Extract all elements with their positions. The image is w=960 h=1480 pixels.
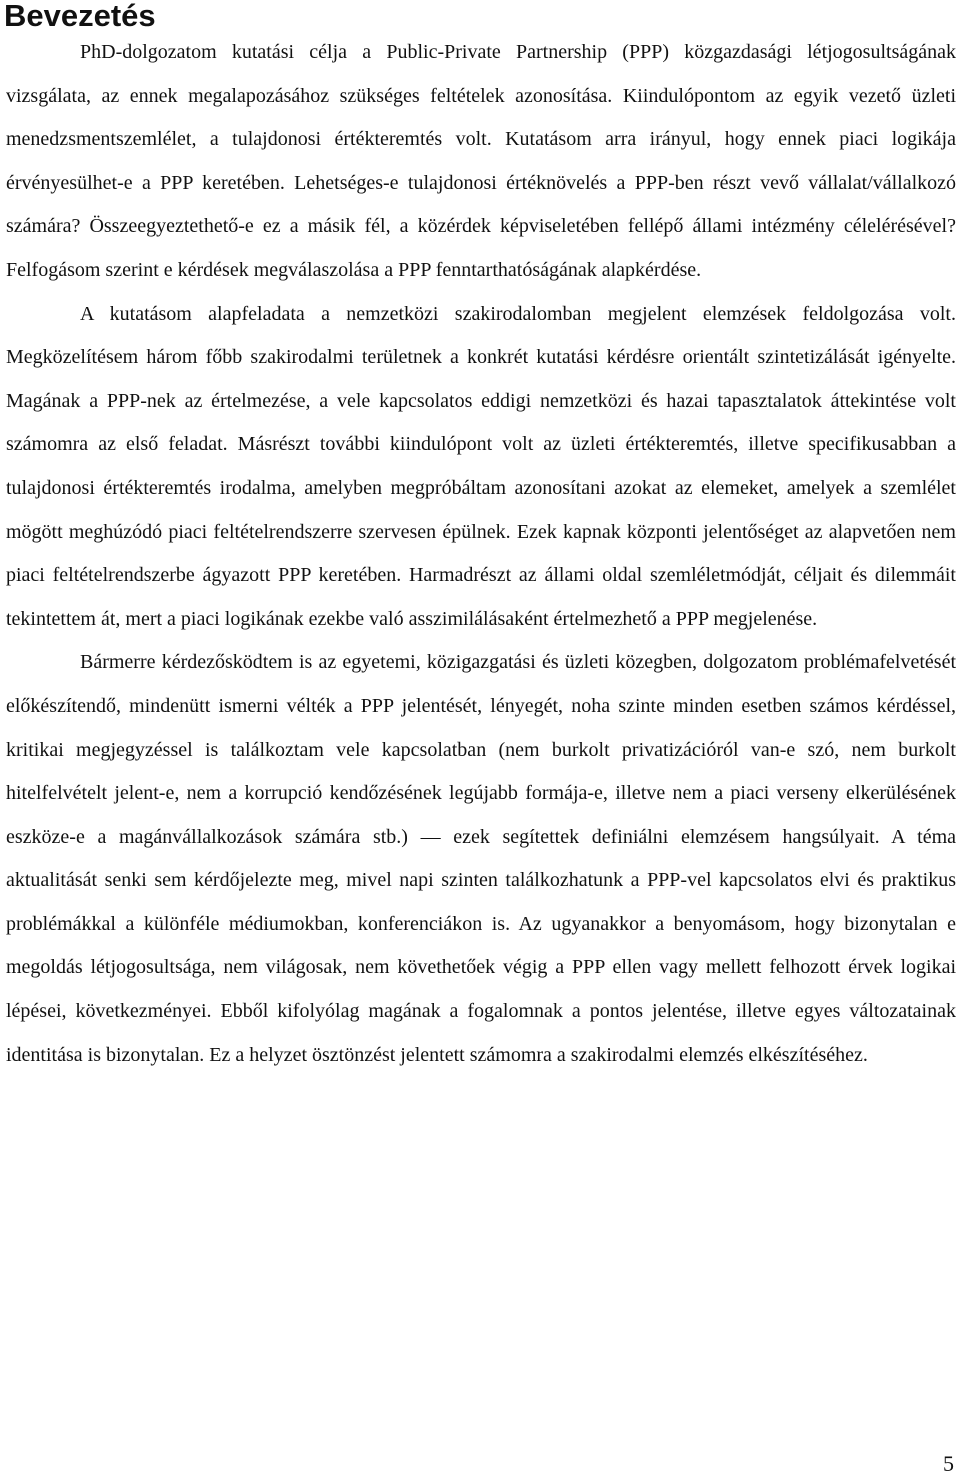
body-text bbox=[6, 31, 956, 1077]
paragraph-research-goal: PhD-dolgozatom kutatási célja a Public-Private Partnership (PPP) közgazdasági létjogosultságának vizsgálata, az ennek megalapozásához szükséges feltételek azonosítása. Kiindulópontom az egyik vezető üzleti menedzsmentszemlélet, a tulajdonosi értékteremtés volt. Kutatásom arra irányul, hogy ennek piaci logikája érvényesülhet-e a PPP keretében. Lehetséges-e tulajdonosi értéknövelés a PPP-ben részt vevő vállalat/vállalkozó számára? Összeegyeztethető-e ez a másik fél, a közérdek képviseletében fellépő állami intézmény célelérésével? Felfogásom szerint e kérdések megválaszolása a PPP fenntarthatóságának alapkérdése. bbox=[6, 41, 956, 281]
paragraph-motivation: Bármerre kérdezősködtem is az egyetemi, közigazgatási és üzleti közegben, dolgozatom problémafelvetését előkészítendő, mindenütt ismerni vélték a PPP jelentését, lényegét, noha szinte minden esetben számos kérdéssel, kritikai megjegyzéssel is találkoztam vele kapcsolatban (nem burkolt privatizációról van-e szó, nem burkolt hitelfelvételt jelent-e, nem a korrupció kendőzésének legújabb formája-e, illetve nem a piaci verseny elkerülésének eszköze-e a magánvállalkozások számára stb.) — ezek segítettek definiálni elemzésem hangsúlyait. A téma aktualitását senki sem kérdőjelezte meg, mivel napi szinten találkozhatunk a PPP-vel kapcsolatos elvi és praktikus problémákkal a különféle médiumokban, konferenciákon is. Az ugyanakkor a benyomásom, hogy bizonytalan e megoldás létjogosultsága, nem világosak, nem követhetőek végig a PPP ellen vagy mellett felhozott érvek logikai lépései, következményei. Ebből kifolyólag magának a fogalomnak a pontos jelentése, illetve egyes változatainak identitása is bizonytalan. Ez a helyzet ösztönzést jelentett számomra a szakirodalmi elemzés elkészítéséhez. bbox=[6, 651, 956, 1066]
section-heading: Bevezetés bbox=[4, 0, 156, 33]
page-number: 5 bbox=[943, 1451, 954, 1476]
paragraph-methodology: A kutatásom alapfeladata a nemzetközi szakirodalomban megjelent elemzések feldolgozása volt. Megközelítésem három főbb szakirodalmi területnek a konkrét kutatási kérdésre orientált szintetizálását igényelte. Magának a PPP-nek az értelmezése, a vele kapcsolatos eddigi nemzetközi és hazai tapasztalatok áttekintése volt számomra az első feladat. Másrészt további kiindulópont volt az üzleti értékteremtés, illetve specifikusabban a tulajdonosi értékteremtés irodalma, amelyben megpróbáltam azonosítani azokat az elemeket, amelyek a szemlélet mögött meghúzódó piaci feltételrendszerre szervesen épülnek. Ezek kapnak központi jelentőséget az alapvetően nem piaci feltételrendszerbe ágyazott PPP keretében. Harmadrészt az állami oldal szemléletmódját, céljait és dilemmáit tekintettem át, mert a piaci logikának ezekbe való asszimilálásaként értelmezhető a PPP megjelenése. bbox=[6, 302, 956, 630]
